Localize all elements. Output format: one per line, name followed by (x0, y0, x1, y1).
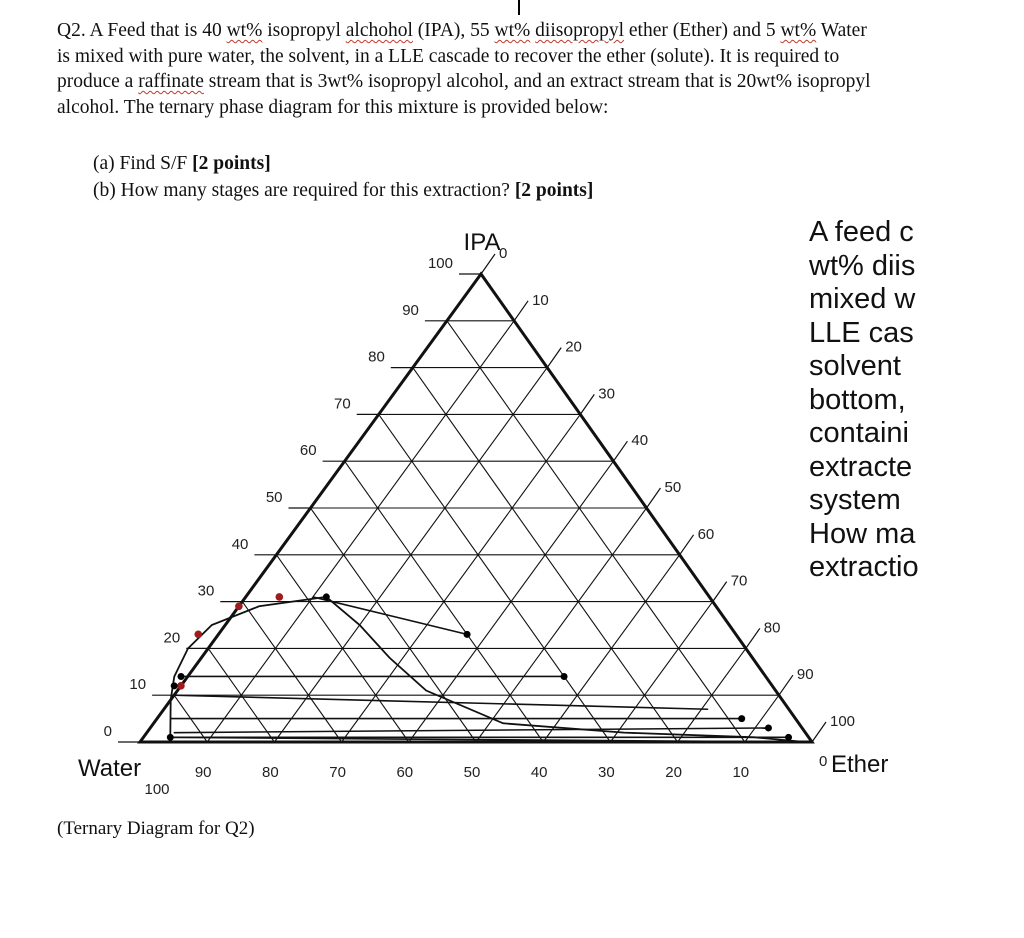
bottom-tick-label: 20 (665, 764, 682, 781)
bottom-tick-label: 90 (194, 764, 212, 781)
side-text-line: A feed c (809, 216, 914, 248)
left-tick-label: 50 (265, 489, 283, 506)
question-line-4: alcohol. The ternary phase diagram for this mixture is provided below: (57, 96, 609, 118)
question-line-3 (57, 69, 972, 95)
grid-line (745, 695, 779, 742)
equilibrium-point (765, 724, 772, 731)
bottom-tick-label: 10 (732, 764, 750, 781)
left-tick-label: 100 (427, 255, 453, 272)
part-b-points: [2 points] (514, 180, 594, 201)
equilibrium-point (167, 734, 174, 741)
side-text-line: LLE cas (809, 316, 914, 349)
text-segment: (IPA), 55 (412, 20, 495, 41)
left-tick-label: 10 (129, 676, 147, 694)
equilibrium-point-red (276, 593, 284, 601)
right-tick (514, 301, 528, 321)
right-tick (547, 348, 561, 368)
left-tick-label: 80 (368, 348, 385, 366)
bottom-tick-label: 100 (144, 781, 170, 798)
text-segment: wt% (226, 20, 263, 41)
equilibrium-point-red (235, 602, 243, 610)
question-line-1 (57, 18, 972, 44)
equilibrium-point (171, 682, 178, 689)
part-a-text: (a) Find S/F (93, 153, 193, 174)
question-parts (93, 150, 593, 204)
top-mark (518, 0, 520, 15)
right-tick (680, 535, 694, 555)
right-tick-label: 10 (532, 291, 549, 309)
text-segment: Water (816, 20, 867, 41)
text-segment: wt% (494, 20, 531, 41)
right-tick (746, 628, 760, 648)
left-tick-label: 40 (231, 535, 249, 553)
text-segment: raffinate (138, 71, 204, 92)
diagram-caption: (Ternary Diagram for Q2) (57, 818, 255, 839)
bottom-tick-label: 80 (262, 764, 279, 781)
right-tick-label: 40 (631, 432, 649, 450)
grid-line (242, 602, 341, 742)
text-segment: alchohol (345, 20, 413, 41)
equilibrium-point (178, 673, 185, 680)
grid-line (207, 321, 514, 742)
equilibrium-point (464, 631, 471, 638)
right-tick-label: 0 (499, 245, 508, 262)
grid-line (342, 414, 581, 742)
side-text-line: system (809, 484, 901, 516)
left-tick-label: 30 (197, 582, 215, 600)
equilibrium-point (738, 715, 745, 722)
grid-line (311, 508, 477, 742)
apex-label-water: Water (78, 755, 142, 782)
bottom-tick-label: 70 (329, 764, 346, 781)
left-tick-label: 70 (334, 395, 351, 413)
side-text-line: extractio (809, 551, 919, 583)
bottom-tick-label: 50 (463, 764, 481, 781)
equilibrium-point-red (194, 631, 202, 639)
text-segment: isopropyl (262, 20, 346, 41)
text-segment: stream that is 3wt% isopropyl alcohol, and an extract stream that is 20wt% isopropyl (203, 71, 871, 92)
right-tick (647, 488, 661, 508)
left-tick-label: 90 (402, 301, 419, 319)
part-a (93, 150, 593, 177)
equilibrium-point (323, 593, 330, 600)
right-tick-label: 20 (565, 338, 582, 356)
tie-line (174, 728, 769, 733)
text-segment: produce a (57, 71, 139, 92)
right-tick-label: 60 (697, 525, 715, 543)
left-tick-label: 0 (103, 723, 112, 740)
side-text-line: bottom, (809, 383, 906, 416)
question-number: Q2. (57, 20, 86, 41)
part-a-points: [2 points] (192, 153, 271, 174)
right-tick (812, 722, 826, 742)
apex-label-ether: Ether (831, 751, 889, 778)
right-tick-label: 30 (598, 385, 615, 403)
equilibrium-point-red (177, 682, 185, 690)
side-text-line: mixed w (809, 283, 916, 315)
bottom-tick-label: 60 (396, 764, 414, 781)
left-tick-label: 60 (299, 442, 317, 460)
right-tick (481, 254, 495, 274)
right-tick-label: 100 (830, 713, 856, 730)
text-segment: ether (Ether) and 5 (624, 20, 781, 41)
bottom-tick-label: 30 (598, 764, 615, 781)
left-tick-label: 20 (163, 629, 181, 647)
right-tick (613, 441, 627, 461)
right-tick (779, 675, 793, 695)
apex-label-ipa: IPA (463, 229, 501, 256)
question-text (57, 18, 972, 120)
bottom-tick-label: 0 (819, 753, 828, 770)
side-text-line: containi (809, 417, 909, 449)
part-b-text: (b) How many stages are required for this extraction? (93, 180, 515, 201)
part-b (93, 177, 593, 204)
side-text-line: solvent (809, 350, 901, 382)
right-tick-label: 80 (763, 619, 781, 637)
right-tick-label: 90 (796, 666, 814, 684)
right-tick-label: 70 (730, 572, 748, 590)
grid-line (379, 414, 611, 742)
equilibrium-point (561, 673, 568, 680)
side-text-line: extracte (809, 450, 913, 483)
right-tick (713, 582, 727, 602)
side-text (809, 216, 1024, 585)
question-line-2: is mixed with pure water, the solvent, in a LLE cascade to recover the ether (solute). It is required to (57, 45, 840, 67)
text-segment: A Feed that is 40 (89, 20, 227, 41)
side-text-line: How ma (809, 517, 916, 550)
side-text-line: wt% diis (809, 249, 916, 282)
grid-line (610, 602, 712, 742)
right-tick-label: 50 (664, 479, 682, 496)
text-segment: wt% (780, 20, 817, 41)
right-tick (580, 394, 594, 414)
equilibrium-point (785, 734, 792, 741)
bottom-tick-label: 40 (530, 764, 548, 781)
text-segment: diisopropyl (535, 20, 624, 41)
